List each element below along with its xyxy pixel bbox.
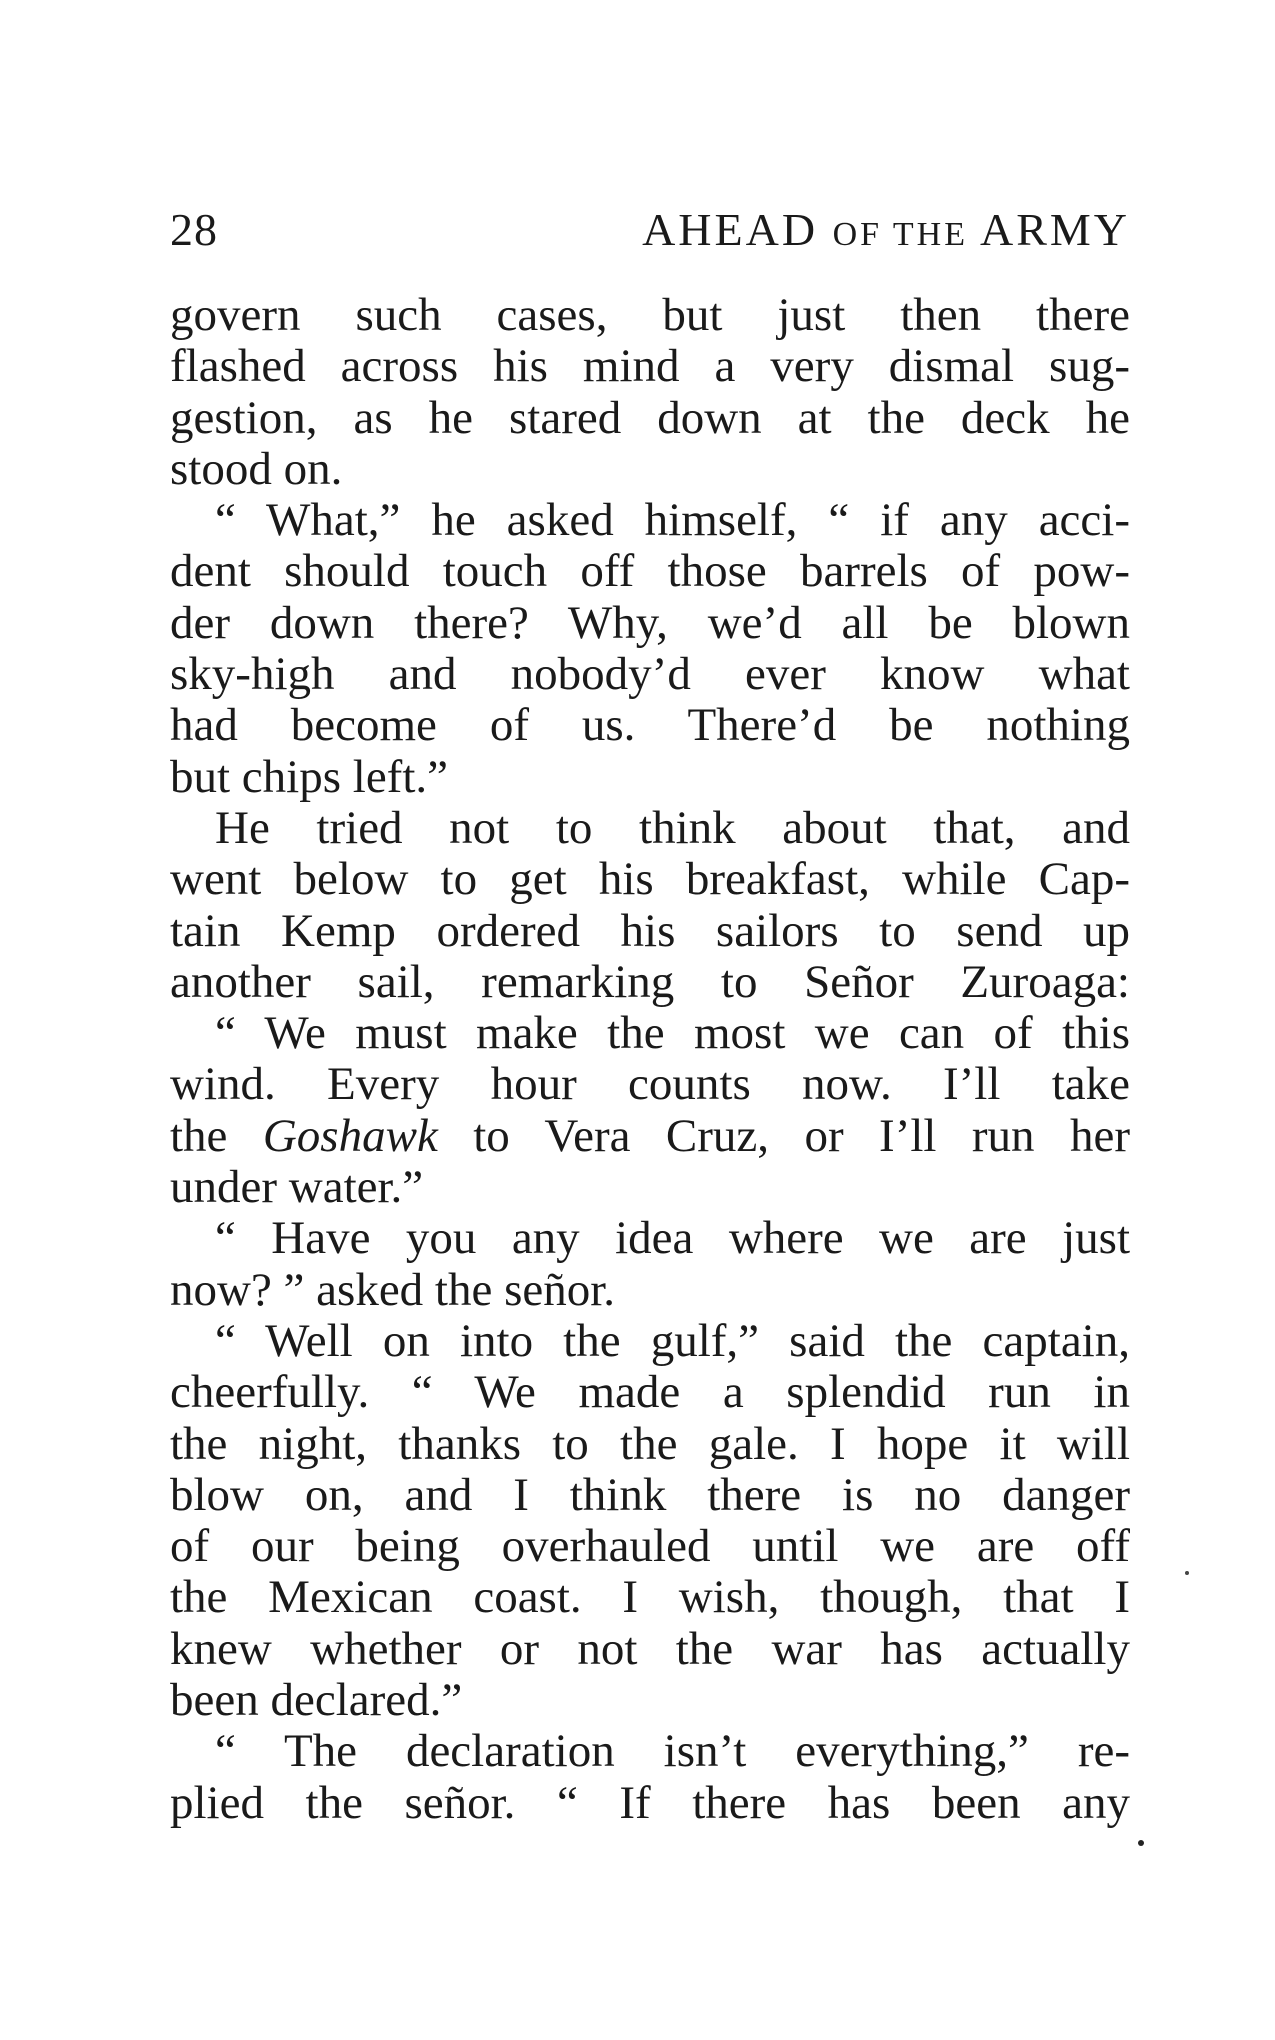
text-line: plied the señor. “ If there has been any bbox=[170, 1777, 1130, 1829]
running-head-part-1: AHEAD bbox=[642, 204, 833, 255]
ship-name-italic: Goshawk bbox=[262, 1110, 438, 1162]
text-line: knew whether or not the war has actually bbox=[170, 1623, 1130, 1675]
body-text bbox=[170, 290, 1130, 1829]
text-line: the Mexican coast. I wish, though, that I bbox=[170, 1572, 1130, 1624]
text-line: now? ” asked the señor. bbox=[170, 1264, 616, 1316]
text-line: but chips left.” bbox=[170, 751, 449, 803]
text-line: flashed across his mind a very dismal sug- bbox=[170, 341, 1130, 393]
text-line: been declared.” bbox=[170, 1675, 463, 1727]
text-line: gestion, as he stared down at the deck he bbox=[170, 392, 1130, 444]
text-line: He tried not to think about that, and bbox=[215, 802, 1130, 854]
text-line: cheerfully. “ We made a splendid run in bbox=[170, 1367, 1130, 1419]
running-head-part-2: OF THE bbox=[832, 216, 969, 253]
text-line: “ What,” he asked himself, “ if any acci- bbox=[215, 495, 1130, 547]
text-line: had become of us. There’d be nothing bbox=[170, 700, 1130, 752]
text-line: “ Have you any idea where we are just bbox=[215, 1213, 1130, 1265]
text-line: wind. Every hour counts now. I’ll take bbox=[170, 1059, 1130, 1111]
page-header bbox=[170, 195, 1130, 265]
text-line: another sail, remarking to Señor Zuroaga: bbox=[170, 956, 1130, 1008]
text-line: der down there? Why, we’d all be blown bbox=[170, 597, 1130, 649]
text-line: under water.” bbox=[170, 1162, 424, 1214]
text-line: govern such cases, but just then there bbox=[170, 290, 1130, 341]
ink-speck bbox=[1185, 1571, 1189, 1575]
text-line: dent should touch off those barrels of pow- bbox=[170, 546, 1130, 598]
text-line: of our being overhauled until we are off bbox=[170, 1521, 1130, 1573]
text-line: went below to get his breakfast, while Cap- bbox=[170, 854, 1130, 906]
text-line bbox=[170, 1111, 1130, 1162]
text-line: the night, thanks to the gale. I hope it will bbox=[170, 1418, 1130, 1470]
text-line: “ Well on into the gulf,” said the captain, bbox=[215, 1315, 1130, 1367]
running-head-part-3: ARMY bbox=[968, 204, 1130, 255]
text-line: “ The declaration isn’t everything,” re- bbox=[215, 1726, 1130, 1778]
text-line: “ We must make the most we can of this bbox=[215, 1008, 1130, 1060]
text-line: stood on. bbox=[170, 443, 343, 495]
text-line: tain Kemp ordered his sailors to send up bbox=[170, 905, 1130, 957]
ink-speck bbox=[1138, 1840, 1144, 1846]
running-head bbox=[642, 195, 1130, 270]
page-number: 28 bbox=[170, 204, 218, 255]
text-fragment: to Vera Cruz, or I’ll run her bbox=[437, 1110, 1130, 1162]
text-fragment: the bbox=[170, 1110, 263, 1162]
text-line: blow on, and I think there is no danger bbox=[170, 1469, 1130, 1521]
text-line: sky-high and nobody’d ever know what bbox=[170, 649, 1130, 701]
